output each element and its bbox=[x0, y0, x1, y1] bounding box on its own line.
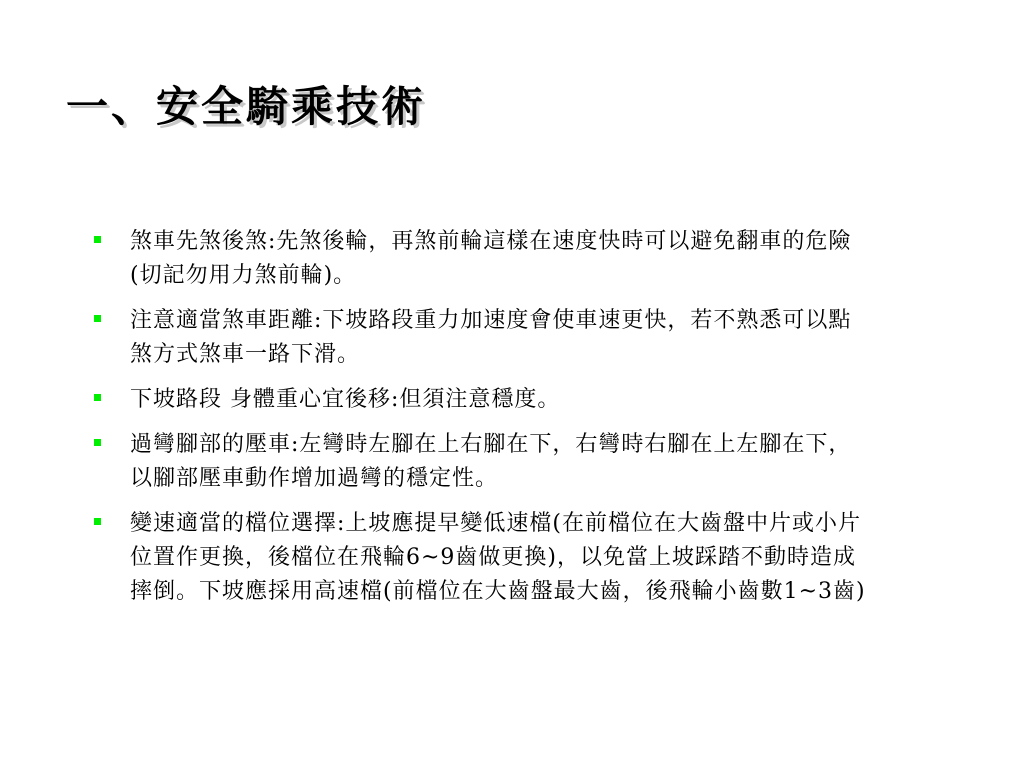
square-bullet-icon bbox=[94, 439, 101, 446]
bullet-text: 煞車先煞後煞:先煞後輪，再煞前輪這樣在速度快時可以避免翻車的危險(切記勿用力煞前輪)。 bbox=[130, 229, 852, 288]
square-bullet-icon bbox=[94, 394, 101, 401]
bullet-text: 變速適當的檔位選擇:上坡應提早變低速檔(在前檔位在大齒盤中片或小片位置作更換，後檔位在飛輪6~9齒做更換)，以免當上坡踩踏不動時造成摔倒。下坡應採用高速檔(前檔位在大齒盤最大齒，後飛輪小齒數1~3齒) bbox=[130, 511, 866, 604]
slide-title: 一、安全騎乘技術 bbox=[66, 82, 427, 131]
bullet-text: 下坡路段 身體重心宜後移:但須注意穩度。 bbox=[130, 387, 561, 412]
bullet-text: 注意適當煞車距離:下坡路段重力加速度會使車速更快，若不熟悉可以點煞方式煞車一路下滑。 bbox=[130, 308, 852, 367]
bullet-item bbox=[92, 304, 872, 372]
bullet-item bbox=[92, 225, 872, 293]
bullet-item bbox=[92, 507, 872, 609]
bullet-text: 過彎腳部的壓車:左彎時左腳在上右腳在下，右彎時右腳在上左腳在下，以腳部壓車動作增加過彎的穩定性。 bbox=[130, 432, 852, 491]
bullet-item bbox=[92, 428, 872, 496]
bullet-item bbox=[92, 383, 872, 417]
square-bullet-icon bbox=[94, 518, 101, 525]
square-bullet-icon bbox=[94, 315, 101, 322]
square-bullet-icon bbox=[94, 236, 101, 243]
bullet-list bbox=[92, 225, 872, 620]
